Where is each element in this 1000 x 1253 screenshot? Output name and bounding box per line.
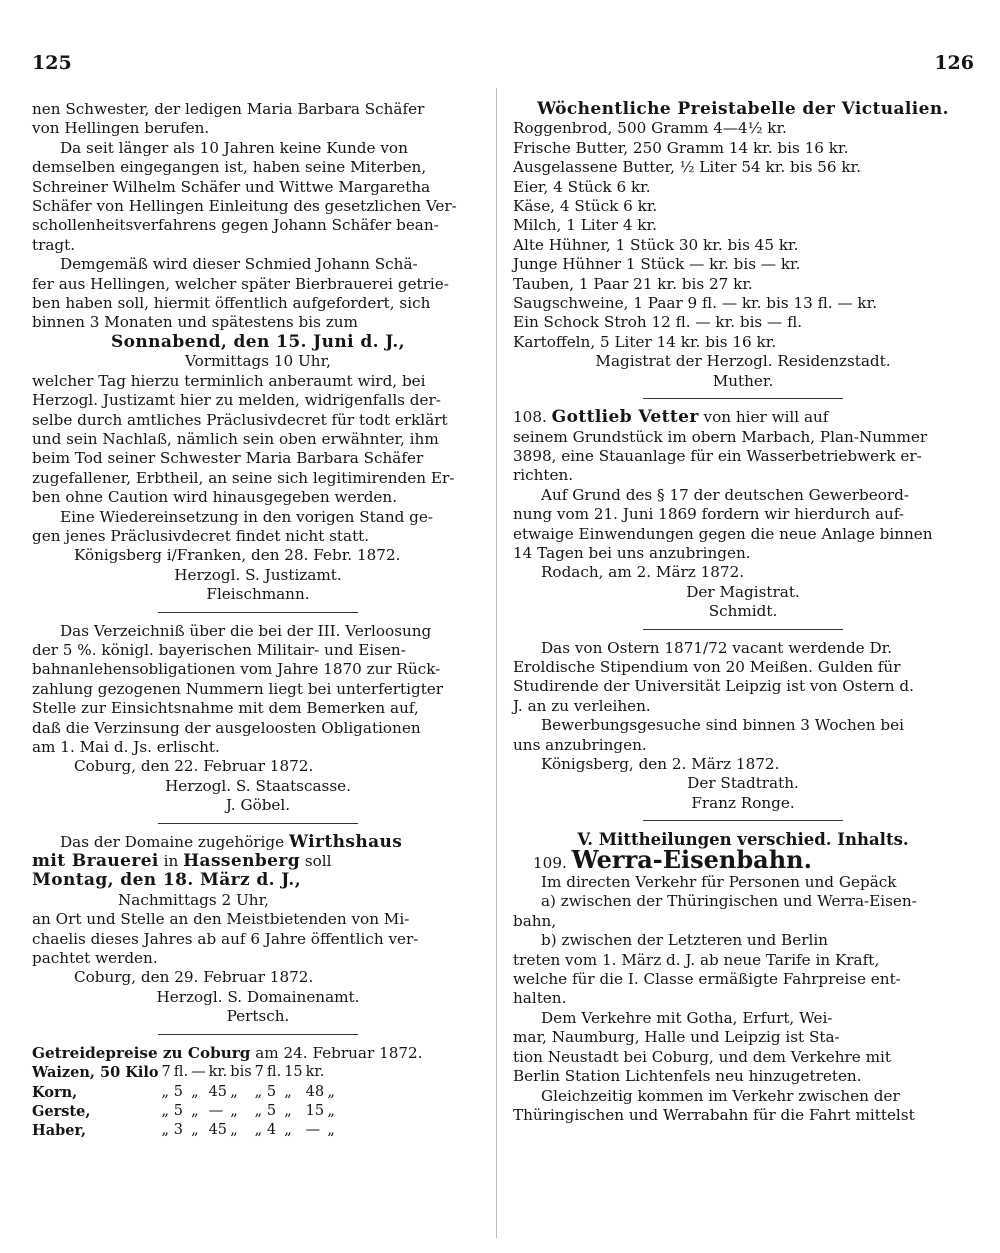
deadline-time: Vormittags 10 Uhr, (185, 352, 331, 371)
grain-price-cell: bis (230, 1064, 252, 1081)
notice-text (513, 639, 973, 717)
notice-emphasis: mit Brauerei (32, 851, 159, 872)
text-line: daß die Verzinsung der ausgeloosten Obligationen (32, 718, 421, 737)
grain-prices-title-date: am 24. Februar 1872. (255, 1043, 423, 1062)
notice-text (32, 139, 484, 255)
text-line: von Hellingen berufen. (32, 119, 210, 138)
notice-text (32, 910, 484, 968)
grain-price-cell: „ (254, 1102, 263, 1119)
victual-item: Ausgelassene Butter, ½ Liter 54 kr. bis 56 kr. (513, 158, 861, 177)
text-line: pachtet werden. (32, 949, 158, 968)
notice-text: von hier will auf (703, 408, 829, 427)
grain-price-row (32, 1121, 338, 1140)
text-line: tion Neustadt bei Coburg, und dem Verkehre mit (513, 1047, 891, 1066)
notice-heading (513, 408, 973, 427)
left-column (32, 100, 484, 1141)
notice-text: soll (304, 852, 332, 871)
notice-text (32, 372, 484, 508)
notice-signature: Franz Ronge. (691, 793, 795, 812)
grain-price-cell: 5 (173, 1083, 184, 1100)
separator-rule (643, 398, 843, 399)
grain-price-cell: — (191, 1064, 206, 1081)
victual-item: Frische Butter, 250 Gramm 14 kr. bis 16 kr. (513, 138, 849, 157)
text-line: tragt. (32, 235, 76, 254)
text-line: Stelle zur Einsichtsnahme mit dem Bemerken auf, (32, 699, 419, 718)
grain-price-cell: 5 (266, 1102, 277, 1119)
grain-price-cell: fl. (173, 1064, 189, 1081)
grain-price-cell: 15 (305, 1102, 325, 1119)
separator-rule (643, 820, 843, 821)
victuals-list (513, 119, 973, 352)
text-line: seinem Grundstück im obern Marbach, Plan-Nummer (513, 427, 928, 446)
grain-price-cell: „ (191, 1122, 199, 1139)
notice-office: Herzogl. S. Staatscasse. (165, 776, 351, 795)
notice-text (32, 100, 484, 139)
grain-price-cell: „ (230, 1102, 238, 1119)
notice-text (32, 622, 484, 758)
text-line: Schäfer von Hellingen Einleitung des gesetzlichen Ver- (32, 197, 457, 216)
text-line: welcher Tag hierzu terminlich anberaumt wird, bei (32, 371, 426, 390)
notice-office: Magistrat der Herzogl. Residenzstadt. (595, 352, 891, 371)
notice-number: 108. (513, 408, 547, 427)
grain-name: Haber, (32, 1122, 87, 1140)
notice-signature: Schmidt. (708, 602, 778, 621)
victual-item: Käse, 4 Stück 6 kr. (513, 197, 658, 216)
grain-price-cell: „ (191, 1102, 199, 1119)
text-line: Demgemäß wird dieser Schmied Johann Schä- (60, 255, 418, 274)
text-line: Das Verzeichniß über die bei der III. Verloosung (60, 621, 432, 640)
grain-price-cell: — (305, 1122, 321, 1139)
grain-name: Gerste, (32, 1102, 91, 1120)
column-divider (496, 88, 497, 1238)
grain-price-cell: 45 (208, 1122, 228, 1139)
text-line: Schreiner Wilhelm Schäfer und Wittwe Margaretha (32, 177, 431, 196)
victual-item: Kartoffeln, 5 Liter 14 kr. bis 16 kr. (513, 332, 777, 351)
grain-price-cell: „ (254, 1122, 263, 1139)
text-line: beim Tod seiner Schwester Maria Barbara Schäfer (32, 449, 424, 468)
notice-place-date: Coburg, den 29. Februar 1872. (74, 968, 314, 987)
text-line: schollenheitsverfahrens gegen Johann Schäfer bean- (32, 216, 439, 235)
text-line: 14 Tagen bei uns anzubringen. (513, 543, 751, 562)
text-line: Da seit länger als 10 Jahren keine Kunde von (60, 138, 408, 157)
text-line: Berlin Station Lichtenfels neu hinzugetreten. (513, 1067, 862, 1086)
text-line: welche für die I. Classe ermäßigte Fahrpreise ent- (513, 970, 901, 989)
text-line: Eine Wiedereinsetzung in den vorigen Stand ge- (60, 507, 434, 526)
notice-heading (32, 852, 484, 871)
notice-place-date: Königsberg, den 2. März 1872. (541, 755, 780, 773)
grain-price-cell: 45 (208, 1083, 228, 1100)
grain-price-cell: 48 (305, 1083, 325, 1100)
text-line: Bewerbungsgesuche sind binnen 3 Wochen bei (541, 716, 904, 735)
text-line: Eroldische Stipendium von 20 Meißen. Gulden für (513, 657, 901, 676)
grain-price-cell: „ (284, 1122, 292, 1139)
auction-time: Nachmittags 2 Uhr, (118, 890, 269, 909)
notice-text (513, 1009, 973, 1087)
text-line: am 1. Mai d. Js. erlischt. (32, 738, 220, 756)
grain-price-cell: fl. (266, 1064, 282, 1081)
notice-signature: J. Göbel. (225, 796, 291, 815)
notice-place-date: Coburg, den 22. Februar 1872. (74, 757, 314, 776)
text-line: bahn, (513, 911, 557, 930)
grain-price-cell: kr. (305, 1064, 325, 1081)
grain-price-cell: „ (327, 1102, 335, 1119)
text-line: zugefallener, Erbtheil, an seine sich legitimirenden Er- (32, 468, 455, 487)
notice-office: Der Magistrat. (686, 582, 800, 601)
notice-text: Im directen Verkehr für Personen und Gepäck (541, 873, 897, 892)
text-line: ben haben soll, hiermit öffentlich aufgefordert, sich (32, 294, 431, 313)
grain-price-cell: kr. (208, 1064, 228, 1081)
text-line: Auf Grund des § 17 der deutschen Gewerbeord- (541, 485, 910, 504)
grain-price-row (32, 1063, 338, 1082)
grain-price-cell: 7 (254, 1064, 264, 1081)
separator-rule (158, 1034, 358, 1035)
notice-emphasis: Hassenberg (183, 851, 301, 872)
grain-price-cell: 4 (266, 1122, 277, 1139)
grain-price-row (32, 1083, 338, 1102)
text-line: selbe durch amtliches Präclusivdecret für todt erklärt (32, 410, 448, 429)
text-line: Herzogl. Justizamt hier zu melden, widrigenfalls der- (32, 391, 441, 410)
notice-text (513, 892, 973, 931)
text-line: 3898, eine Stauanlage für ein Wasserbetriebwerk er- (513, 446, 922, 465)
grain-price-cell: 5 (266, 1083, 277, 1100)
text-line: und sein Nachlaß, nämlich sein oben erwähnter, ihm (32, 429, 439, 448)
notice-signature: Muther. (712, 371, 774, 390)
grain-price-cell: „ (161, 1102, 170, 1119)
grain-price-cell: — (208, 1102, 224, 1119)
grain-price-cell: „ (230, 1122, 238, 1139)
auction-date: Montag, den 18. März d. J., (32, 870, 302, 891)
grain-prices-title (32, 1044, 484, 1063)
notice-text (513, 716, 973, 755)
right-column (513, 100, 973, 1125)
grain-prices-title-main: Getreidepreise zu Coburg (32, 1043, 251, 1062)
notice-office: Herzogl. S. Domainenamt. (156, 987, 360, 1006)
notice-signature: Fleischmann. (206, 585, 310, 604)
text-line: Das von Ostern 1871/72 vacant werdende Dr. (541, 638, 893, 657)
text-line: Thüringischen und Werrabahn für die Fahrt mittelst (513, 1105, 915, 1124)
notice-place-date: Königsberg i/Franken, den 28. Febr. 1872. (74, 546, 401, 565)
grain-name: Waizen, 50 Kilo (32, 1064, 159, 1082)
victual-item: Eier, 4 Stück 6 kr. (513, 177, 651, 196)
notice-emphasis: Wirthshaus (288, 831, 403, 852)
text-line: halten. (513, 989, 567, 1008)
grain-price-cell: 15 (284, 1064, 303, 1081)
notice-signature: Pertsch. (226, 1007, 290, 1026)
text-line: an Ort und Stelle an den Meistbietenden von Mi- (32, 910, 410, 929)
text-line: Dem Verkehre mit Gotha, Erfurt, Wei- (541, 1008, 833, 1027)
grain-price-cell: „ (327, 1122, 335, 1139)
notice-text (513, 951, 973, 1009)
text-line: bahnanlehensobligationen vom Jahre 1870 zur Rück- (32, 660, 441, 679)
notice-number: 109. (533, 853, 567, 872)
text-line: treten vom 1. März d. J. ab neue Tarife in Kraft, (513, 950, 880, 969)
text-line: uns anzubringen. (513, 735, 647, 754)
text-line: a) zwischen der Thüringischen und Werra-Eisen- (541, 892, 917, 911)
text-line: nen Schwester, der ledigen Maria Barbara Schäfer (32, 100, 425, 118)
grain-price-cell: „ (161, 1083, 170, 1100)
notice-text (513, 1087, 973, 1126)
text-line: der 5 %. königl. bayerischen Militair- und Eisen- (32, 640, 406, 659)
page-number-left: 125 (32, 52, 72, 74)
text-line: demselben eingegangen ist, haben seine Miterben, (32, 158, 427, 177)
notice-text (513, 486, 973, 564)
text-line: binnen 3 Monaten und spätestens bis zum (32, 313, 358, 332)
notice-text: in (163, 852, 179, 871)
notice-text (32, 508, 484, 547)
notice-text (32, 255, 484, 333)
grain-price-cell: „ (284, 1102, 292, 1119)
text-line: Gleichzeitig kommen im Verkehr zwischen der (541, 1086, 900, 1105)
text-line: zahlung gezogenen Nummern liegt bei unterfertigter (32, 679, 444, 698)
grain-price-cell: „ (191, 1083, 199, 1100)
notice-office: Herzogl. S. Justizamt. (174, 565, 342, 584)
victual-item: Alte Hühner, 1 Stück 30 kr. bis 45 kr. (513, 235, 799, 254)
grain-price-cell: 5 (173, 1102, 184, 1119)
victual-item: Milch, 1 Liter 4 kr. (513, 216, 657, 235)
text-line: ben ohne Caution wird hinausgegeben werden. (32, 488, 398, 507)
notice-text: Das der Domaine zugehörige (60, 832, 285, 851)
grain-price-cell: „ (254, 1083, 263, 1100)
grain-price-cell: 7 (161, 1064, 171, 1081)
text-line: richten. (513, 466, 574, 485)
page-number-right: 126 (934, 52, 974, 74)
grain-prices-table (32, 1063, 338, 1141)
text-line: J. an zu verleihen. (513, 696, 651, 715)
victual-item: Junge Hühner 1 Stück — kr. bis — kr. (513, 255, 801, 274)
grain-price-cell: „ (230, 1083, 238, 1100)
victual-item: Ein Schock Stroh 12 fl. — kr. bis — fl. (513, 313, 803, 332)
grain-price-cell: „ (327, 1083, 335, 1100)
victual-item: Tauben, 1 Paar 21 kr. bis 27 kr. (513, 274, 753, 293)
deadline-date: Sonnabend, den 15. Juni d. J., (110, 331, 406, 352)
grain-price-cell: 3 (173, 1122, 184, 1139)
notice-office: Der Stadtrath. (687, 774, 799, 793)
separator-rule (158, 612, 358, 613)
notice-heading (32, 833, 484, 852)
grain-name: Korn, (32, 1083, 78, 1101)
text-line: Studirende der Universität Leipzig ist von Ostern d. (513, 677, 914, 696)
notice-text: b) zwischen der Letzteren und Berlin (541, 931, 828, 950)
werra-title: Werra-Eisenbahn. (571, 844, 812, 874)
text-line: chaelis dieses Jahres ab auf 6 Jahre öffentlich ver- (32, 929, 419, 948)
notice-place-date: Rodach, am 2. März 1872. (541, 563, 745, 582)
text-line: gen jenes Präclusivdecret findet nicht statt. (32, 526, 370, 545)
text-line: nung vom 21. Juni 1869 fordern wir hierdurch auf- (513, 505, 905, 524)
separator-rule (643, 629, 843, 630)
section-heading: V. Mittheilungen verschied. Inhalts. (577, 830, 909, 850)
notice-text (513, 428, 973, 486)
grain-price-cell: „ (284, 1083, 292, 1100)
separator-rule (158, 823, 358, 824)
grain-price-cell: „ (161, 1122, 170, 1139)
victual-item: Saugschweine, 1 Paar 9 fl. — kr. bis 13 fl. — kr. (513, 294, 878, 313)
victual-item: Roggenbrod, 500 Gramm 4—4½ kr. (513, 119, 787, 138)
victuals-title: Wöchentliche Preistabelle der Victualien. (537, 99, 949, 119)
text-line: fer aus Hellingen, welcher später Bierbrauerei getrie- (32, 274, 449, 293)
text-line: mar, Naumburg, Halle und Leipzig ist Sta- (513, 1028, 840, 1047)
notice-emphasis: Gottlieb Vetter (551, 407, 699, 428)
notice-heading (513, 844, 973, 874)
text-line: etwaige Einwendungen gegen die neue Anlage binnen (513, 524, 933, 543)
grain-price-row (32, 1102, 338, 1121)
